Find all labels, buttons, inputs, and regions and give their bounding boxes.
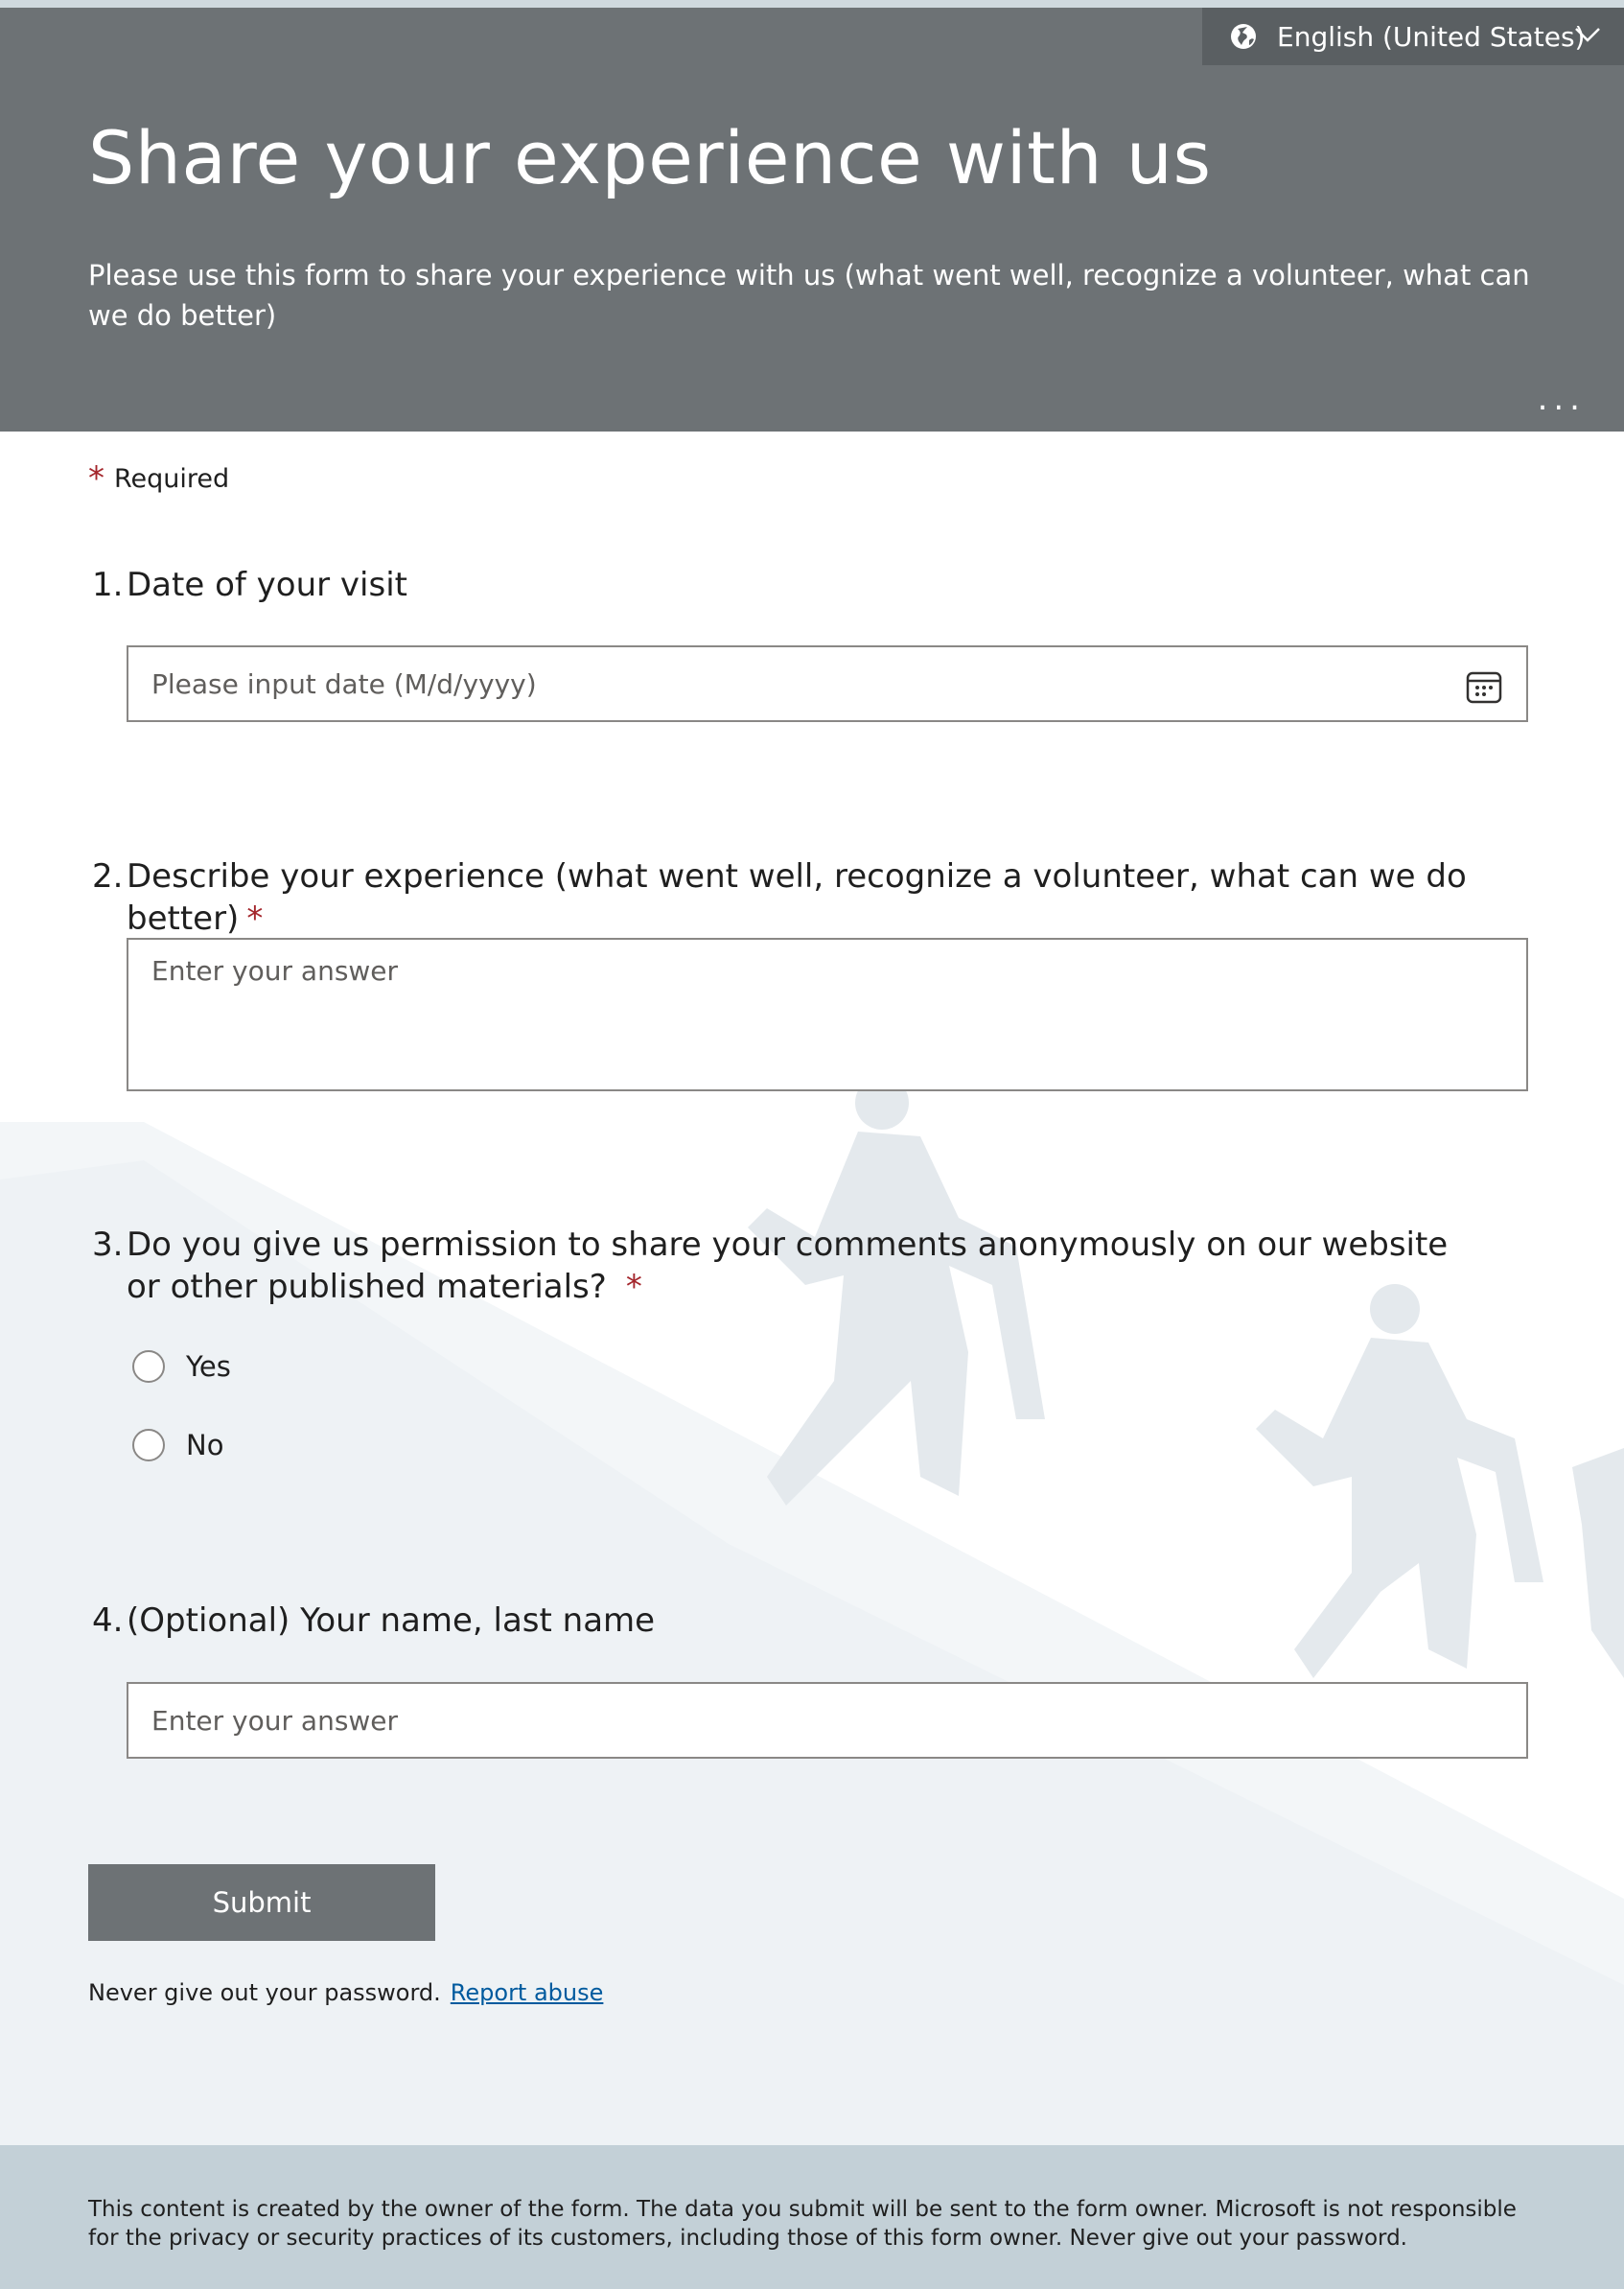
submit-button[interactable]: Submit bbox=[88, 1864, 435, 1941]
radio-circle[interactable] bbox=[132, 1350, 165, 1383]
required-star: * bbox=[625, 1268, 642, 1306]
chevron-down-icon bbox=[1574, 25, 1601, 44]
footer-disclaimer: This content is created by the owner of the form. The data you submit will be sent to the form owner. Microsoft is not responsible for the privacy or security practices of its customers, including those of this form owner. Never give out your password. bbox=[88, 2197, 1517, 2251]
visit-date-input[interactable] bbox=[127, 645, 1528, 722]
question-number: 2. bbox=[92, 857, 124, 896]
language-label: English (United States) bbox=[1277, 20, 1586, 53]
password-warning: Never give out your password. bbox=[88, 1979, 441, 2006]
more-options-button[interactable]: ... bbox=[1537, 380, 1586, 418]
calendar-icon[interactable] bbox=[1465, 667, 1503, 706]
radio-option-yes[interactable] bbox=[132, 1350, 231, 1383]
form-body bbox=[0, 432, 1624, 2145]
question-2 bbox=[92, 855, 1511, 940]
experience-textarea[interactable] bbox=[127, 938, 1528, 1091]
question-text: Do you give us permission to share your comments anonymously on our website or other published materials? bbox=[127, 1226, 1449, 1306]
language-selector[interactable] bbox=[1202, 8, 1624, 65]
radio-option-no[interactable] bbox=[132, 1429, 223, 1461]
password-note bbox=[88, 1979, 603, 2006]
required-label: Required bbox=[114, 464, 230, 494]
radio-circle[interactable] bbox=[132, 1429, 165, 1461]
form-header bbox=[0, 8, 1624, 432]
question-text: Date of your visit bbox=[127, 566, 407, 604]
report-abuse-link[interactable]: Report abuse bbox=[450, 1979, 604, 2006]
option-label: Yes bbox=[186, 1350, 231, 1383]
required-note bbox=[88, 459, 230, 498]
question-number: 3. bbox=[92, 1226, 124, 1264]
form-footer bbox=[0, 2145, 1624, 2289]
form-title: Share your experience with us bbox=[88, 115, 1212, 200]
globe-icon bbox=[1229, 22, 1258, 51]
question-text: (Optional) Your name, last name bbox=[127, 1601, 656, 1640]
required-star: * bbox=[246, 899, 264, 938]
name-input[interactable] bbox=[127, 1682, 1528, 1759]
question-1 bbox=[92, 564, 1511, 606]
question-3 bbox=[92, 1224, 1473, 1308]
question-number: 1. bbox=[92, 566, 124, 604]
question-text: Describe your experience (what went well, recognize a volunteer, what can we do better) bbox=[127, 857, 1467, 938]
form-description: Please use this form to share your experience with us (what went well, recognize a volunteer, what can we do better) bbox=[88, 259, 1530, 332]
top-strip bbox=[0, 0, 1624, 8]
question-number: 4. bbox=[92, 1601, 124, 1640]
required-star: * bbox=[88, 459, 104, 498]
question-4 bbox=[92, 1600, 1511, 1642]
option-label: No bbox=[186, 1429, 224, 1461]
